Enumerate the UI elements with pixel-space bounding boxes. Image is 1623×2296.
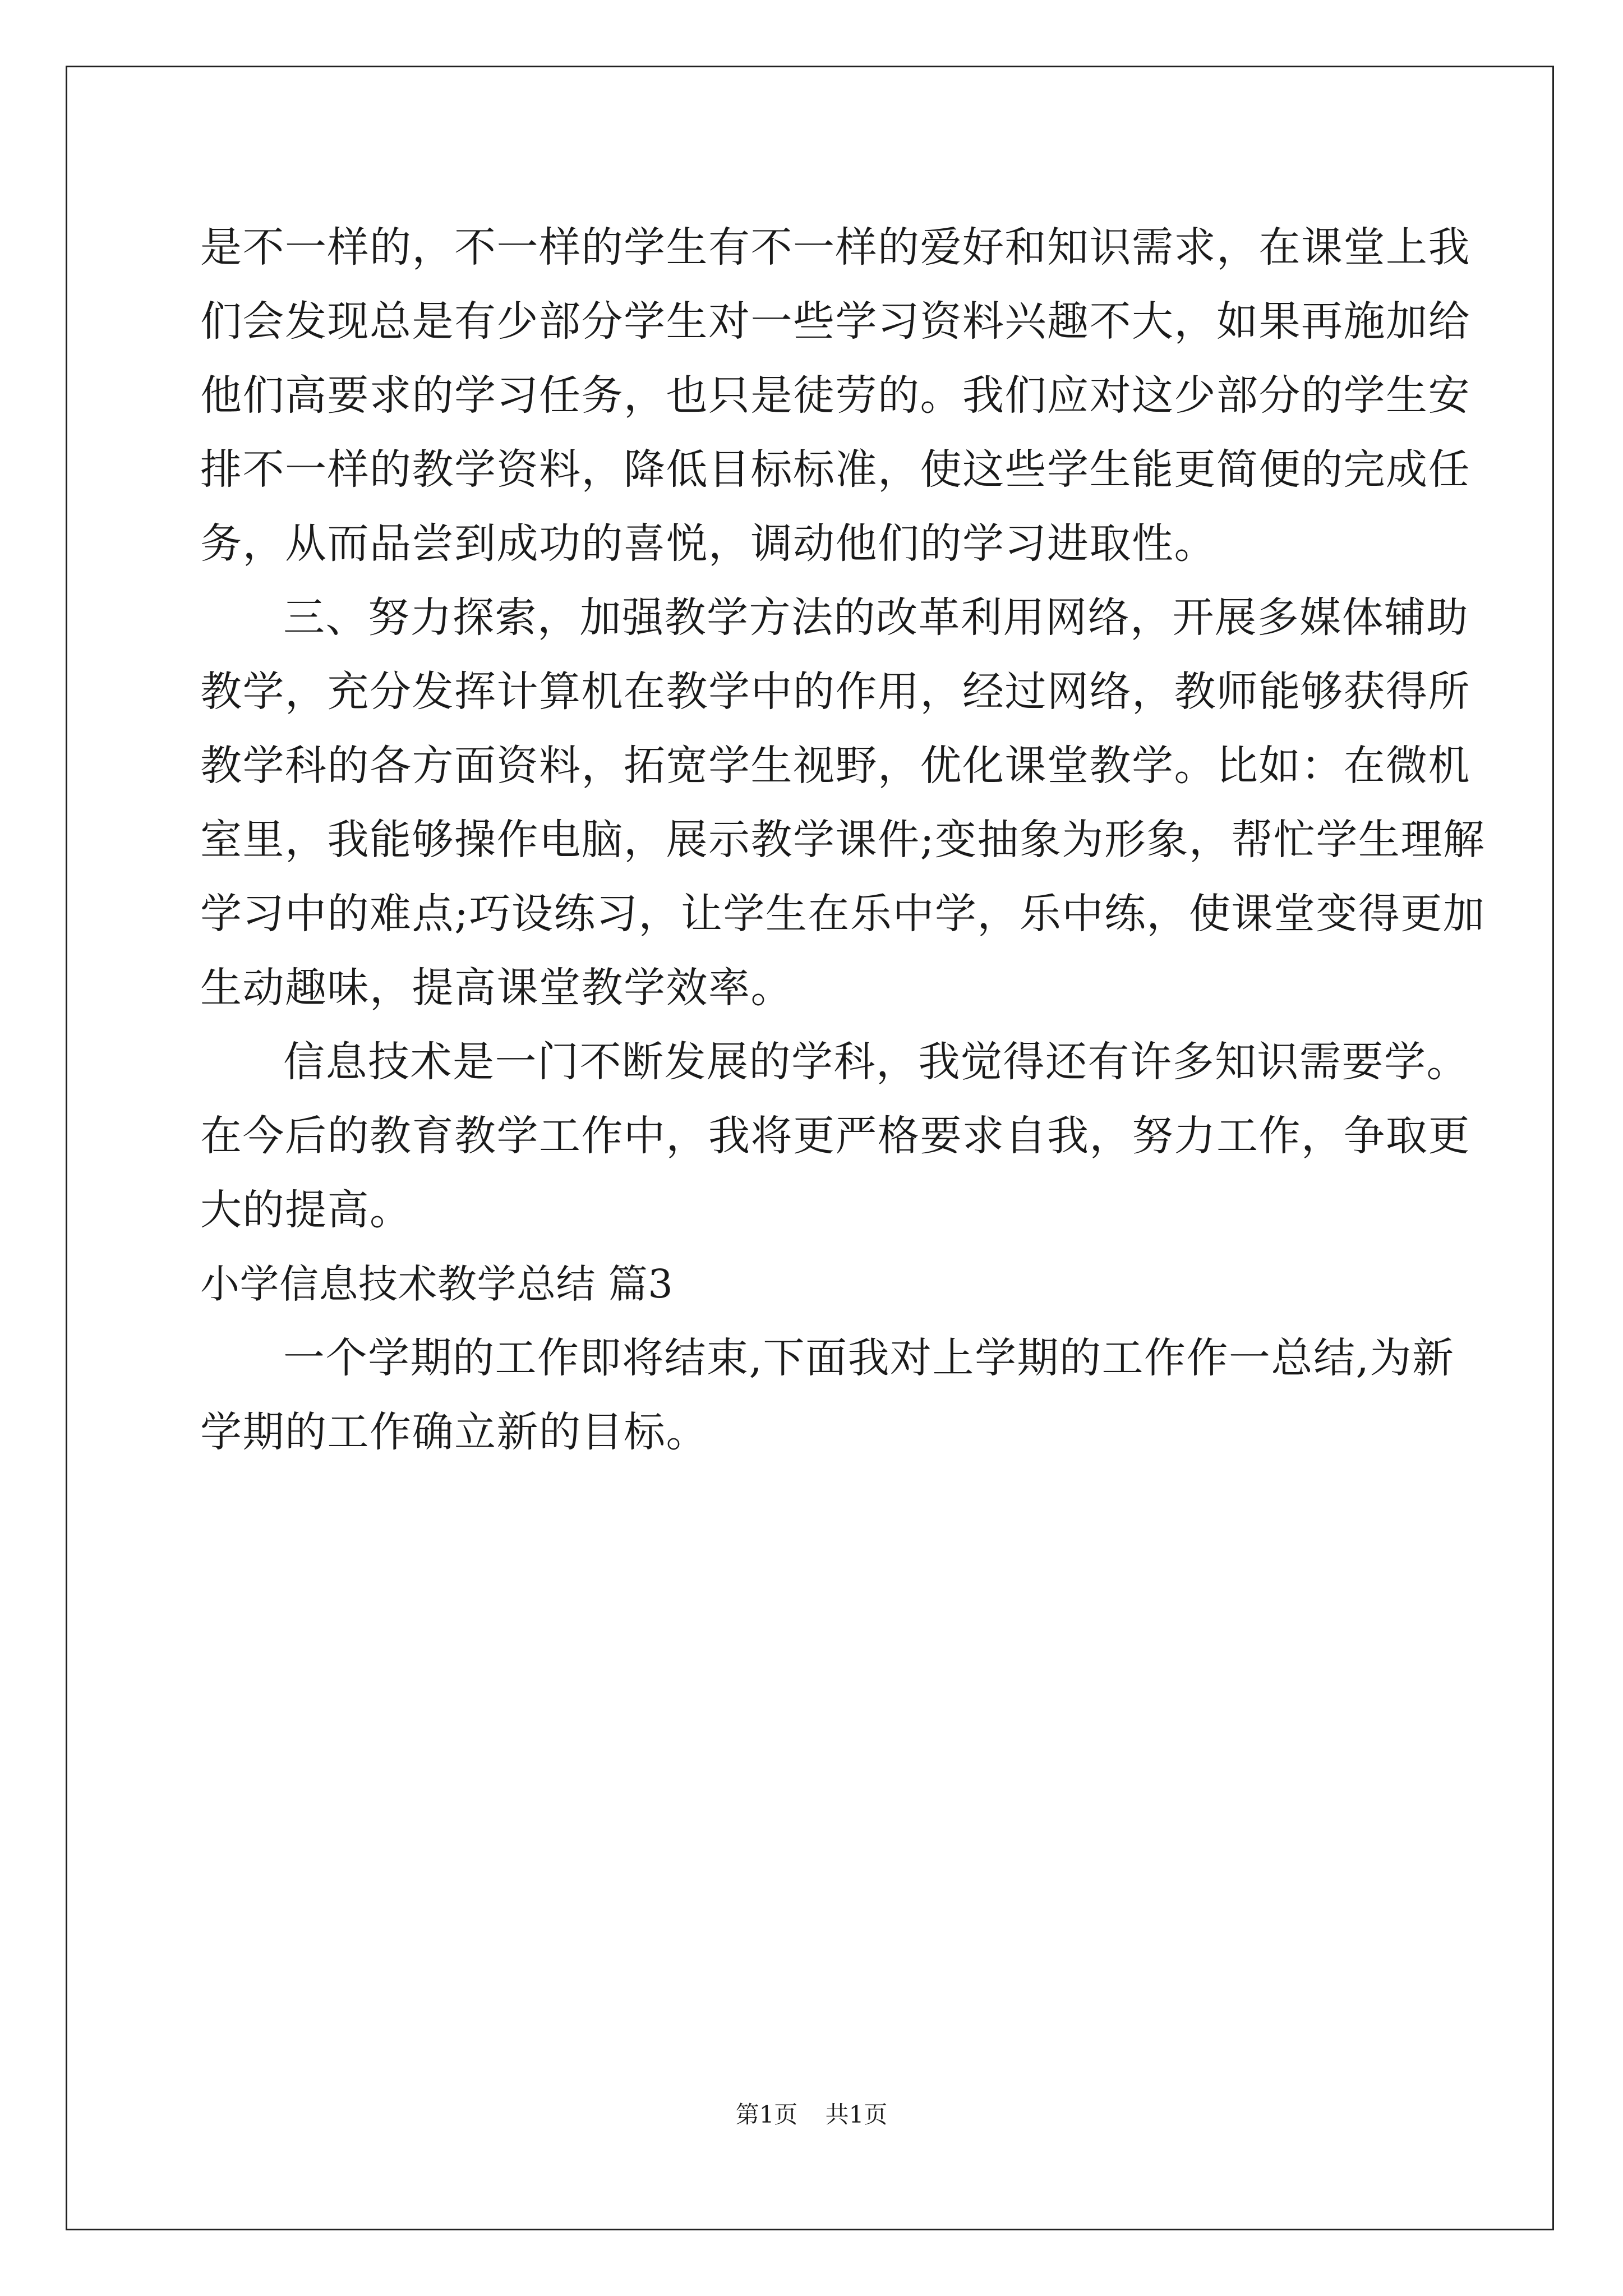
text-line: 教学科的各方面资料，拓宽学生视野，优化课堂教学。比如：在微机 <box>200 742 1470 790</box>
paragraph-start-line: 三、努力探索，加强教学方法的改革利用网络，开展多媒体辅助 <box>283 593 1469 642</box>
text-line: 在今后的教育教学工作中，我将更严格要求自我，努力工作，争取更 <box>200 1112 1470 1160</box>
text-line: 生动趣味，提高课堂教学效率。 <box>200 964 793 1012</box>
text-line: 教学，充分发挥计算机在教学中的作用，经过网络，教师能够获得所 <box>200 668 1470 716</box>
text-line: 是不一样的，不一样的学生有不一样的爱好和知识需求，在课堂上我 <box>200 223 1470 272</box>
text-line: 室里，我能够操作电脑，展示教学课件;变抽象为形象，帮忙学生理解 <box>200 816 1486 864</box>
section-heading: 小学信息技术教学总结 篇3 <box>200 1261 674 1307</box>
text-line: 大的提高。 <box>200 1186 412 1234</box>
paragraph-start-line: 一个学期的工作即将结束,下面我对上学期的工作作一总结,为新 <box>283 1334 1455 1382</box>
text-line: 们会发现总是有少部分学生对一些学习资料兴趣不大，如果再施加给 <box>200 297 1470 346</box>
page-number-total: 共1页 <box>825 2101 888 2128</box>
text-line: 务，从而品尝到成功的喜悦，调动他们的学习进取性。 <box>200 519 1216 568</box>
text-line: 他们高要求的学习任务，也只是徒劳的。我们应对这少部分的学生安 <box>200 371 1470 420</box>
document-body <box>200 210 1486 1469</box>
page-footer <box>0 2098 1623 2132</box>
page-number-current: 第1页 <box>735 2101 798 2128</box>
paragraph-start-line: 信息技术是一门不断发展的学科，我觉得还有许多知识需要学。 <box>283 1038 1469 1086</box>
text-line: 学期的工作确立新的目标。 <box>200 1408 708 1456</box>
text-line: 排不一样的教学资料，降低目标标准，使这些学生能更简便的完成任 <box>200 445 1470 494</box>
text-line: 学习中的难点;巧设练习，让学生在乐中学，乐中练，使课堂变得更加 <box>200 890 1486 938</box>
